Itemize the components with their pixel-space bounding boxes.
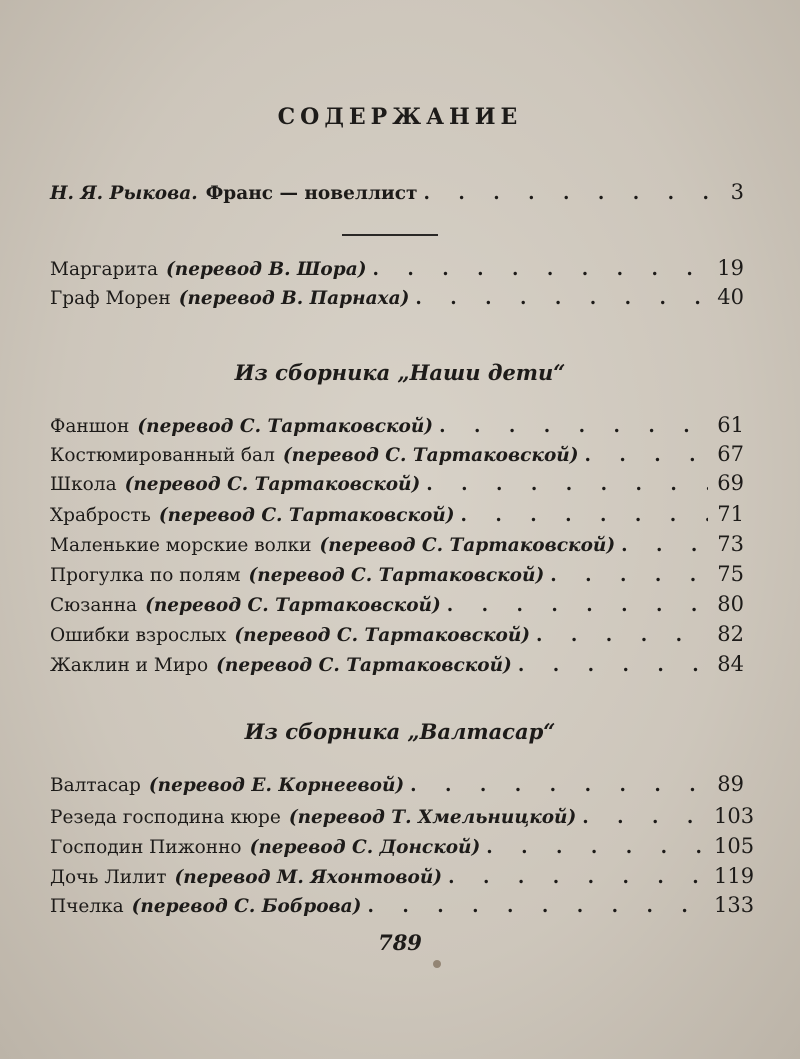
- toc-entry-title: Пчелка: [50, 896, 124, 917]
- toc-entry: [50, 532, 744, 561]
- toc-entry: [50, 834, 755, 863]
- leader-dots: [372, 259, 708, 280]
- toc-entry-translator: (перевод С. Тартаковской): [158, 505, 455, 526]
- toc-entry-translator: (перевод С. Тартаковской): [124, 474, 421, 495]
- toc-entry: [50, 652, 744, 681]
- leader-dots: [550, 565, 708, 586]
- leader-dots: [536, 625, 708, 646]
- toc-entry-title: Граф Морен: [50, 288, 171, 309]
- toc-entry-page: 84: [717, 652, 744, 676]
- toc-entry-page: 133: [714, 893, 755, 917]
- toc-entry: [50, 864, 755, 893]
- toc-entry-page: 61: [717, 413, 744, 437]
- leader-dots: [423, 183, 708, 204]
- toc-entry: [50, 562, 744, 591]
- leader-dots: [582, 807, 708, 828]
- toc-entry-translator: (перевод С. Тартаковской): [216, 655, 512, 676]
- toc-entry-title: Франс — новеллист: [205, 183, 418, 204]
- page-title: СОДЕРЖАНИЕ: [277, 104, 523, 130]
- toc-entry-title: Школа: [50, 474, 117, 495]
- toc-entry-title: Прогулка по полям: [50, 565, 241, 586]
- leader-dots: [447, 595, 708, 616]
- toc-entry: [50, 622, 744, 651]
- toc-entry-title: Сюзанна: [50, 595, 138, 616]
- toc-entry-page: 40: [717, 285, 744, 309]
- toc-entry-title: Маргарита: [50, 259, 158, 280]
- toc-entry-translator: (перевод С. Тартаковской): [282, 445, 579, 466]
- leader-dots: [585, 445, 709, 466]
- toc-entry-title: Жаклин и Миро: [50, 655, 209, 676]
- toc-entry-translator: (перевод В. Парнаха): [178, 288, 410, 309]
- toc-entry: [50, 502, 744, 531]
- section-heading: Из сборника „Валтасар“: [244, 719, 556, 744]
- toc-entry-translator: (перевод Т. Хмельницкой): [288, 807, 577, 828]
- toc-entry-page: 71: [717, 502, 744, 526]
- toc-entry-page: 73: [717, 532, 744, 556]
- toc-entry-author: Н. Я. Рыкова.: [50, 183, 198, 204]
- page-number: 789: [378, 930, 422, 955]
- paper-stain: [433, 960, 441, 968]
- toc-entry: [50, 471, 744, 500]
- toc-entry-translator: (перевод Е. Корнеевой): [148, 775, 405, 796]
- leader-dots: [367, 896, 708, 917]
- toc-entry: [50, 285, 744, 314]
- toc-entry-translator: (перевод М. Яхонтовой): [174, 867, 443, 888]
- toc-entry: [50, 256, 744, 285]
- toc-entry: [50, 592, 744, 621]
- leader-dots: [410, 775, 708, 796]
- toc-entry-title: Ошибки взрослых: [50, 625, 227, 646]
- leader-dots: [518, 655, 708, 676]
- toc-entry-page: 119: [714, 864, 755, 888]
- leader-dots: [448, 867, 708, 888]
- toc-entry-title: Маленькие морские волки: [50, 535, 312, 556]
- toc-entry-title: Резеда господина кюре: [50, 807, 281, 828]
- toc-entry-translator: (перевод С. Тартаковской): [137, 416, 434, 437]
- toc-entry-page: 67: [717, 442, 744, 466]
- toc-entry-page: 69: [717, 471, 744, 495]
- toc-entry-title: Фаншон: [50, 416, 130, 437]
- toc-entry-translator: (перевод С. Донской): [249, 837, 481, 858]
- toc-entry: [50, 893, 755, 922]
- toc-entry: [50, 413, 744, 442]
- leader-dots: [415, 288, 708, 309]
- toc-entry-page: 82: [717, 622, 744, 646]
- toc-entry-title: Дочь Лилит: [50, 867, 167, 888]
- toc-entry-title: Валтасар: [50, 775, 141, 796]
- toc-entry-translator: (перевод С. Тартаковской): [248, 565, 545, 586]
- toc-entry-page: 19: [717, 256, 744, 280]
- leader-dots: [461, 505, 708, 526]
- toc-entry-translator: (перевод С. Тартаковской): [145, 595, 441, 616]
- toc-entry: [50, 804, 755, 833]
- toc-entry-translator: (перевод С. Тартаковской): [319, 535, 616, 556]
- toc-entry-page: 75: [717, 562, 744, 586]
- toc-entry-translator: (перевод В. Шора): [165, 259, 367, 280]
- toc-entry: [50, 442, 744, 471]
- toc-entry-intro: [50, 180, 744, 209]
- toc-entry-page: 3: [730, 180, 744, 204]
- toc-entry-page: 105: [714, 834, 755, 858]
- toc-entry: [50, 772, 744, 801]
- toc-entry-page: 80: [717, 592, 744, 616]
- leader-dots: [621, 535, 708, 556]
- toc-entry-title: Храбрость: [50, 505, 151, 526]
- leader-dots: [426, 474, 708, 495]
- toc-entry-page: 89: [717, 772, 744, 796]
- toc-entry-title: Господин Пижонно: [50, 837, 242, 858]
- toc-entry-translator: (перевод С. Боброва): [131, 896, 362, 917]
- section-heading: Из сборника „Наши дети“: [234, 360, 566, 385]
- leader-dots: [439, 416, 708, 437]
- toc-entry-page: 103: [714, 804, 755, 828]
- toc-entry-title: Костюмированный бал: [50, 445, 275, 466]
- toc-entry-translator: (перевод С. Тартаковской): [234, 625, 531, 646]
- leader-dots: [486, 837, 708, 858]
- divider-rule: [342, 234, 438, 236]
